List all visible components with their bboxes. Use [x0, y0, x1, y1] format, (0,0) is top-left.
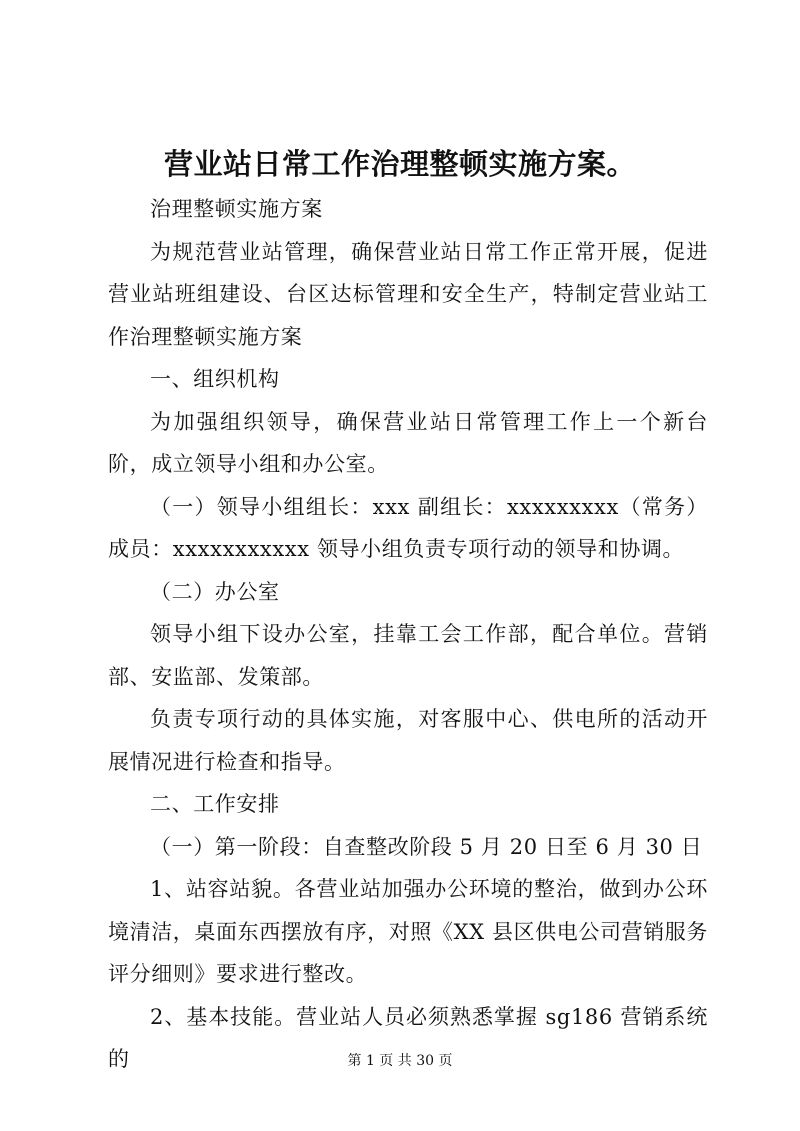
paragraph-leadership-group: （一）领导小组组长：xxx 副组长：xxxxxxxxx（常务）成员：xxxxxxxxxxx 领导小组负责专项行动的领导和协调。: [108, 494, 708, 561]
section-heading-arrangement: 二、工作安排: [150, 792, 280, 816]
paragraph-organization: 为加强组织领导，确保营业站日常管理工作上一个新台阶，成立领导小组和办公室。: [108, 409, 708, 476]
page-footer: 第 1 页 共 30 页: [347, 1053, 453, 1069]
paragraph-office: 领导小组下设办公室，挂靠工会工作部，配合单位。营销部、安监部、发策部。: [108, 622, 708, 689]
paragraph-intro: 为规范营业站管理，确保营业站日常工作正常开展，促进营业站班组建设、台区达标管理和安全生产，特制定营业站工作治理整顿实施方案: [108, 239, 708, 349]
paragraph-item-2: 2、基本技能。营业站人员必须熟悉掌握 sg186 营销系统的: [108, 1004, 708, 1071]
paragraph-responsibility: 负责专项行动的具体实施，对客服中心、供电所的活动开展情况进行检查和指导。: [108, 707, 708, 774]
section-heading-organization: 一、组织机构: [150, 367, 280, 391]
document-body: [108, 188, 708, 1081]
paragraph-phase-one: （一）第一阶段：自查整改阶段 5 月 20 日至 6 月 30 日: [150, 834, 703, 859]
subheading-office: （二）办公室: [150, 579, 280, 604]
document-title: 营业站日常工作治理整顿实施方案。: [163, 147, 636, 181]
paragraph-heading: 治理整顿实施方案: [150, 197, 323, 221]
paragraph-item-1: 1、站容站貌。各营业站加强办公环境的整治，做到办公环境清洁，桌面东西摆放有序，对照《XX 县区供电公司营销服务评分细则》要求进行整改。: [108, 877, 708, 986]
